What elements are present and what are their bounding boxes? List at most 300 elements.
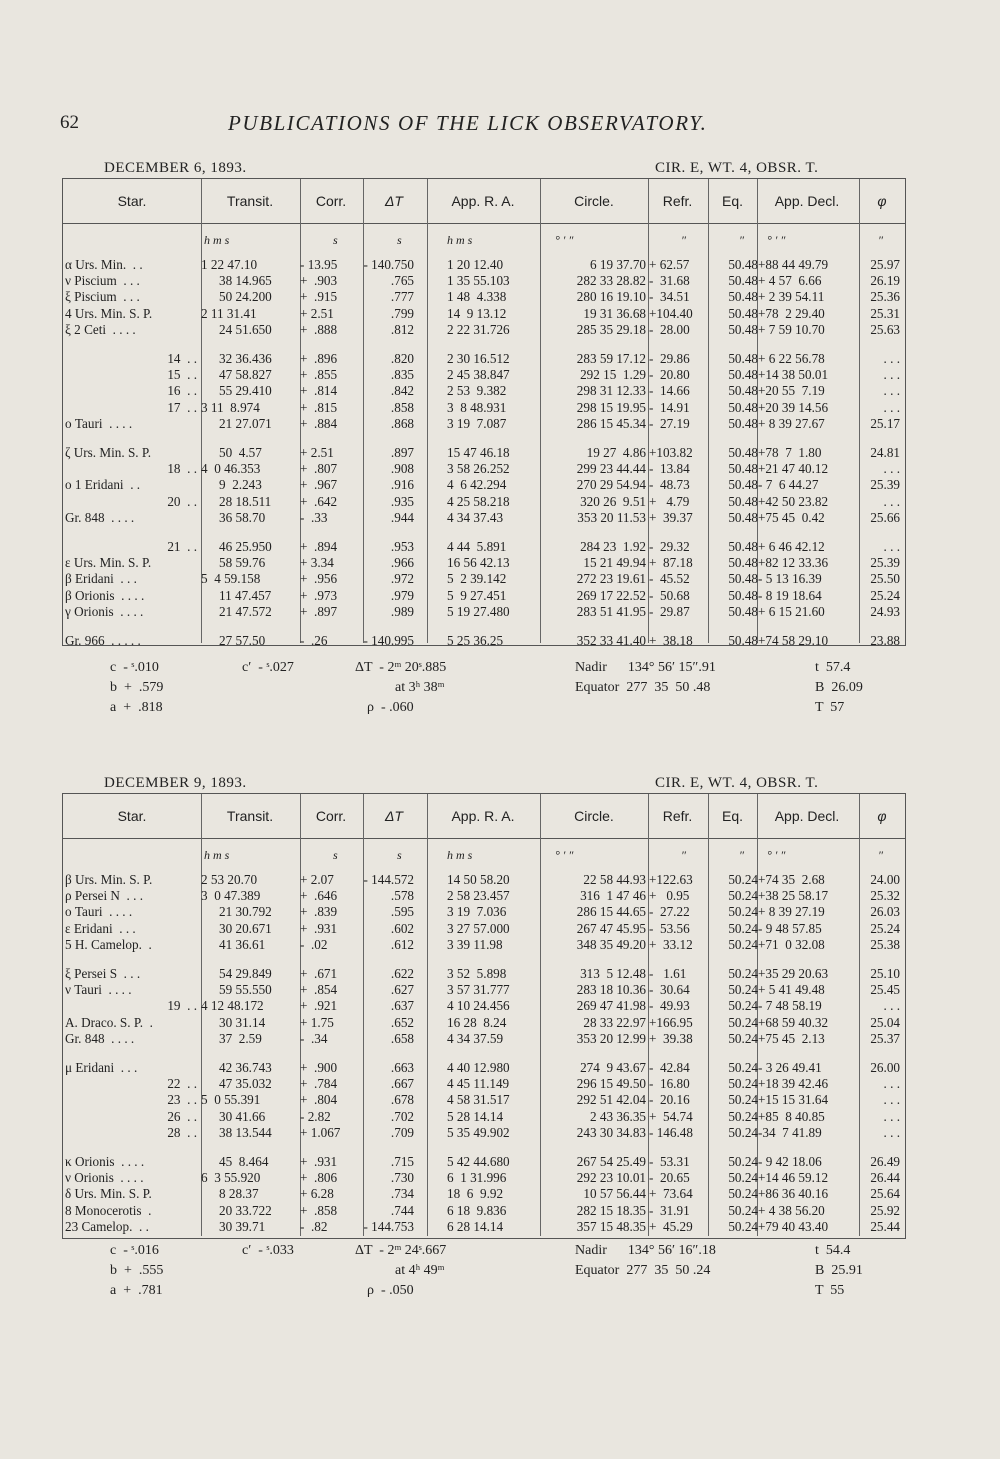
cell-dt: .799: [390, 305, 414, 321]
cell-ra: 4 45 11.149: [447, 1076, 510, 1092]
cell-eq: 50.48: [728, 399, 758, 415]
cell-refr: - 16.80: [649, 1076, 690, 1092]
cell-eq: 50.48: [728, 603, 758, 619]
unit-label-phi: ″: [878, 233, 883, 247]
cell-corr: + .973: [300, 587, 338, 603]
cell-phi: 25.31: [870, 305, 900, 321]
cell-transit: 28 18.511: [219, 493, 272, 509]
cell-corr: + .921: [300, 998, 338, 1014]
table-row: [63, 1076, 905, 1092]
column-header-phi: φ: [877, 193, 887, 209]
section-date: DECEMBER 9, 1893.: [104, 775, 247, 791]
note-col3: ΔT - 2ᵐ 24ˢ.667: [355, 1243, 447, 1258]
cell-eq: 50.48: [728, 289, 758, 305]
table-row: [63, 998, 905, 1014]
cell-star: 15 . .: [167, 367, 197, 383]
note-col5: T 57: [815, 700, 845, 715]
cell-star: ρ Persei N . . .: [65, 888, 144, 904]
cell-phi: 25.39: [870, 555, 900, 571]
cell-circle: 316 1 47 46: [580, 888, 646, 904]
cell-dt: .908: [390, 461, 414, 477]
cell-transit: 5 4 59.158: [201, 571, 261, 587]
cell-refr: + 54.74: [649, 1108, 693, 1124]
table-row: [63, 872, 905, 888]
cell-eq: 50.48: [728, 555, 758, 571]
unit-label-transit: h m s: [204, 233, 230, 247]
cell-decl: + 8 39 27.67: [758, 415, 825, 431]
observation-table: [62, 178, 906, 646]
cell-phi: 25.04: [870, 1014, 900, 1030]
cell-eq: 50.24: [728, 1014, 758, 1030]
cell-star: ο Tauri . . . .: [65, 415, 133, 431]
cell-transit: 2 11 31.41: [201, 305, 257, 321]
cell-phi: 26.00: [870, 1060, 900, 1075]
cell-circle: 267 47 45.95: [576, 920, 646, 936]
cell-circle: 269 17 22.52: [576, 587, 646, 603]
table-row: [63, 494, 905, 510]
note-col3: at 4ʰ 49ᵐ: [395, 1263, 445, 1278]
cell-ra: 2 30 16.512: [447, 351, 510, 366]
cell-eq: 50.48: [728, 321, 758, 337]
table-row: [63, 1060, 905, 1076]
cell-decl: +78 7 1.80: [758, 445, 822, 460]
cell-refr: - 29.86: [649, 351, 690, 366]
cell-refr: + 4.79: [649, 493, 690, 509]
cell-ra: 4 58 31.517: [447, 1092, 510, 1108]
cell-eq: 50.24: [728, 1092, 758, 1108]
cell-decl: +74 58 29.10: [758, 633, 829, 648]
table-row: [63, 1170, 905, 1186]
cell-eq: 50.48: [728, 587, 758, 603]
cell-phi: . . .: [883, 539, 900, 554]
column-header-decl: App. Decl.: [774, 193, 840, 209]
note-col5: B 26.09: [815, 680, 863, 695]
cell-phi: 25.37: [870, 1030, 900, 1046]
cell-decl: +35 29 20.63: [758, 966, 829, 981]
cell-refr: - 34.51: [649, 289, 690, 305]
cell-star: ε Urs. Min. S. P.: [65, 555, 152, 571]
cell-decl: + 6 22 56.78: [758, 351, 825, 366]
cell-ra: 6 1 31.996: [447, 1170, 507, 1186]
table-row: [63, 416, 905, 432]
cell-star: 5 H. Camelop. .: [65, 936, 152, 952]
note-col2: c′ - ˢ.033: [242, 1243, 294, 1258]
cell-phi: 25.36: [870, 289, 900, 305]
cell-eq: 50.48: [728, 477, 758, 493]
observation-table: [62, 793, 906, 1239]
cell-decl: - 9 48 57.85: [758, 920, 822, 936]
table-row: [63, 351, 905, 367]
table-row: [63, 921, 905, 937]
cell-corr: - .02: [300, 936, 328, 952]
note-col1: a + .781: [110, 1283, 163, 1298]
cell-decl: - 8 19 18.64: [758, 587, 822, 603]
unit-label-ra: h m s: [447, 233, 473, 247]
cell-eq: 50.48: [728, 509, 758, 525]
column-header-circle: Circle.: [574, 193, 614, 209]
note-col1: c - ˢ.016: [110, 1243, 159, 1258]
cell-refr: - 42.84: [649, 1060, 690, 1075]
cell-circle: 298 31 12.33: [576, 383, 646, 399]
table-row: [63, 1109, 905, 1125]
cell-phi: 25.64: [870, 1186, 900, 1202]
cell-dt: .858: [390, 399, 414, 415]
cell-ra: 4 40 12.980: [447, 1060, 510, 1075]
cell-decl: +79 40 43.40: [758, 1218, 829, 1234]
cell-circle: 353 20 11.53: [577, 509, 646, 525]
cell-circle: 270 29 54.94: [576, 477, 646, 493]
cell-transit: 47 35.032: [219, 1076, 272, 1092]
cell-transit: 30 41.66: [219, 1108, 266, 1124]
cell-dt: .602: [390, 920, 414, 936]
cell-phi: 25.44: [870, 1218, 900, 1234]
table-header: [63, 794, 905, 839]
cell-phi: . . .: [883, 1124, 900, 1140]
cell-dt: .627: [390, 982, 414, 998]
cell-phi: 26.03: [870, 904, 900, 920]
cell-phi: 25.17: [870, 415, 900, 431]
cell-decl: + 2 39 54.11: [758, 289, 825, 305]
cell-eq: 50.24: [728, 1030, 758, 1046]
table-row: [63, 1125, 905, 1141]
note-col3: ΔT - 2ᵐ 20ˢ.885: [355, 660, 447, 675]
cell-star: 28 . .: [167, 1124, 197, 1140]
cell-decl: +75 45 0.42: [758, 509, 825, 525]
note-col3: at 3ʰ 38ᵐ: [395, 680, 445, 695]
cell-decl: - 5 13 16.39: [758, 571, 822, 587]
cell-ra: 5 9 27.451: [447, 587, 507, 603]
cell-refr: + 38.18: [649, 633, 693, 648]
table-row: [63, 257, 905, 273]
cell-corr: + .854: [300, 982, 338, 998]
cell-dt: .765: [390, 273, 414, 289]
cell-circle: 6 19 37.70: [589, 257, 646, 272]
cell-decl: + 7 59 10.70: [758, 321, 825, 337]
note-col5: B 25.91: [815, 1263, 863, 1278]
cell-transit: 1 22 47.10: [201, 257, 258, 272]
cell-eq: 50.24: [728, 1060, 758, 1075]
cell-circle: 320 26 9.51: [580, 493, 646, 509]
table-row: [63, 1154, 905, 1170]
cell-eq: 50.48: [728, 383, 758, 399]
cell-dt: .835: [390, 367, 414, 383]
cell-circle: 298 15 19.95: [576, 399, 646, 415]
cell-corr: + .900: [300, 1060, 338, 1075]
cell-circle: 22 58 44.93: [583, 872, 646, 887]
cell-corr: + .839: [300, 904, 338, 920]
table-row: [63, 982, 905, 998]
cell-decl: +68 59 40.32: [758, 1014, 829, 1030]
cell-ra: 4 25 58.218: [447, 493, 510, 509]
cell-eq: 50.24: [728, 904, 758, 920]
cell-corr: + .967: [300, 477, 338, 493]
cell-ra: 2 53 9.382: [447, 383, 507, 399]
cell-circle: 280 16 19.10: [576, 289, 646, 305]
cell-refr: + 73.64: [649, 1186, 693, 1202]
unit-label-transit: h m s: [204, 848, 230, 862]
cell-refr: - 20.80: [649, 367, 690, 383]
cell-circle: 28 33 22.97: [583, 1014, 646, 1030]
unit-label-decl: ° ′ ″: [767, 233, 786, 247]
cell-corr: + .804: [300, 1092, 338, 1108]
cell-eq: 50.24: [728, 966, 758, 981]
cell-circle: 283 51 41.95: [576, 603, 646, 619]
table-row: [63, 937, 905, 953]
cell-dt: .734: [390, 1186, 414, 1202]
cell-corr: - 13.95: [300, 257, 338, 272]
cell-dt: .595: [390, 904, 414, 920]
cell-circle: 283 59 17.12: [576, 351, 646, 366]
cell-decl: +85 8 40.85: [758, 1108, 825, 1124]
cell-star: 14 . .: [167, 351, 197, 366]
unit-label-circle: ° ′ ″: [555, 848, 574, 862]
cell-phi: 25.24: [870, 920, 900, 936]
cell-decl: - 3 26 49.41: [758, 1060, 822, 1075]
cell-refr: - 28.00: [649, 321, 690, 337]
cell-phi: . . .: [883, 1108, 900, 1124]
cell-corr: + .646: [300, 888, 338, 904]
column-header-eq: Eq.: [721, 193, 743, 209]
cell-star: ε Eridani . . .: [65, 920, 136, 936]
table-row: [63, 306, 905, 322]
cell-star: 17 . .: [167, 399, 197, 415]
cell-transit: 21 30.792: [219, 904, 272, 920]
cell-refr: + 39.38: [649, 1030, 693, 1046]
unit-label-decl: ° ′ ″: [767, 848, 786, 862]
cell-star: Gr. 848 . . . .: [65, 1030, 135, 1046]
cell-circle: 285 35 29.18: [576, 321, 646, 337]
unit-label-eq: ″: [739, 233, 744, 247]
cell-dt: - 144.572: [363, 872, 414, 887]
cell-refr: +103.82: [649, 445, 693, 460]
cell-circle: 274 9 43.67: [580, 1060, 646, 1075]
cell-eq: 50.24: [728, 1076, 758, 1092]
unit-label-eq: ″: [739, 848, 744, 862]
cell-refr: - 49.93: [649, 998, 690, 1014]
cell-star: 18 . .: [167, 461, 197, 477]
cell-star: δ Urs. Min. S. P.: [65, 1186, 152, 1202]
cell-star: β Orionis . . . .: [65, 587, 145, 603]
table-row: [63, 588, 905, 604]
cell-star: ξ Piscium . . .: [65, 289, 140, 305]
cell-eq: 50.48: [728, 493, 758, 509]
cell-decl: + 5 41 49.48: [758, 982, 825, 998]
cell-corr: + .894: [300, 539, 338, 554]
table-row: [63, 633, 905, 649]
cell-phi: 24.81: [870, 445, 900, 460]
cell-phi: 23.88: [870, 633, 900, 648]
cell-circle: 299 23 44.44: [576, 461, 646, 477]
note-col4: Nadir 134° 56′ 15″.91: [575, 660, 716, 675]
cell-circle: 286 15 45.34: [576, 415, 646, 431]
table-row: [63, 571, 905, 587]
cell-corr: + .956: [300, 571, 338, 587]
cell-star: 22 . .: [167, 1076, 197, 1092]
table-row: [63, 966, 905, 982]
cell-refr: - 31.91: [649, 1202, 690, 1218]
note-col5: T 55: [815, 1283, 845, 1298]
column-header-ra: App. R. A.: [451, 193, 515, 209]
cell-corr: + 2.51: [300, 305, 334, 321]
cell-dt: .663: [390, 1060, 414, 1075]
cell-ra: 2 45 38.847: [447, 367, 510, 383]
cell-decl: + 4 57 6.66: [758, 273, 822, 289]
cell-phi: . . .: [883, 493, 900, 509]
cell-transit: 8 28.37: [219, 1186, 259, 1202]
cell-star: 23 . .: [167, 1092, 197, 1108]
cell-dt: .637: [390, 998, 414, 1014]
cell-dt: - 140.995: [363, 633, 414, 648]
cell-refr: - 13.84: [649, 461, 690, 477]
cell-dt: .702: [390, 1108, 414, 1124]
cell-ra: 4 10 24.456: [447, 998, 510, 1014]
cell-transit: 24 51.650: [219, 321, 272, 337]
cell-circle: 352 33 41.40: [576, 633, 646, 648]
cell-refr: - 53.56: [649, 920, 690, 936]
cell-ra: 3 8 48.931: [447, 399, 507, 415]
cell-circle: 19 27 4.86: [586, 445, 646, 460]
cell-transit: 5 0 55.391: [201, 1092, 261, 1108]
table-row: [63, 904, 905, 920]
cell-eq: 50.48: [728, 367, 758, 383]
cell-ra: 14 50 58.20: [447, 872, 510, 887]
cell-corr: + .806: [300, 1170, 338, 1186]
cell-transit: 38 13.544: [219, 1124, 272, 1140]
table-row: [63, 888, 905, 904]
cell-transit: 36 58.70: [219, 509, 266, 525]
column-header-ra: App. R. A.: [451, 808, 515, 824]
note-col4: Equator 277 35 50 .24: [575, 1263, 711, 1278]
table-row: [63, 367, 905, 383]
cell-transit: 37 2.59: [219, 1030, 262, 1046]
cell-eq: 50.24: [728, 982, 758, 998]
table-row: [63, 400, 905, 416]
cell-ra: 1 35 55.103: [447, 273, 510, 289]
cell-transit: 30 39.71: [219, 1218, 266, 1234]
cell-decl: +15 15 31.64: [758, 1092, 829, 1108]
unit-label-dt: s: [397, 233, 402, 247]
cell-corr: + 1.75: [300, 1014, 334, 1030]
cell-circle: 292 15 1.29: [580, 367, 646, 383]
cell-circle: 272 23 19.61: [576, 571, 646, 587]
cell-ra: 2 58 23.457: [447, 888, 510, 904]
unit-label-refr: ″: [681, 848, 686, 862]
cell-decl: + 4 38 56.20: [758, 1202, 825, 1218]
cell-corr: + 2.51: [300, 445, 334, 460]
note-col2: c′ - ˢ.027: [242, 660, 294, 675]
cell-corr: - .33: [300, 509, 328, 525]
cell-corr: - .26: [300, 633, 328, 648]
column-header-decl: App. Decl.: [774, 808, 840, 824]
cell-eq: 50.24: [728, 1154, 758, 1169]
cell-dt: .935: [390, 493, 414, 509]
cell-transit: 21 27.071: [219, 415, 272, 431]
cell-eq: 50.24: [728, 1186, 758, 1202]
cell-decl: +18 39 42.46: [758, 1076, 829, 1092]
cell-eq: 50.48: [728, 445, 758, 460]
table-row: [63, 1219, 905, 1235]
cell-star: 26 . .: [167, 1108, 197, 1124]
cell-phi: . . .: [883, 351, 900, 366]
column-header-corr: Corr.: [315, 193, 347, 209]
table-row: [63, 1203, 905, 1219]
cell-decl: +78 2 29.40: [758, 305, 825, 321]
cell-phi: . . .: [883, 367, 900, 383]
cell-transit: 21 47.572: [219, 603, 272, 619]
cell-star: 19 . .: [167, 998, 197, 1014]
cell-phi: . . .: [883, 461, 900, 477]
unit-label-refr: ″: [681, 233, 686, 247]
cell-ra: 16 28 8.24: [447, 1014, 507, 1030]
cell-eq: 50.48: [728, 257, 758, 272]
cell-phi: 26.19: [870, 273, 900, 289]
table-row: [63, 510, 905, 526]
table-row: [63, 1015, 905, 1031]
cell-ra: 3 57 31.777: [447, 982, 510, 998]
note-col3: ρ - .060: [367, 700, 414, 715]
cell-star: 20 . .: [167, 493, 197, 509]
cell-circle: 267 54 25.49: [576, 1154, 646, 1169]
cell-dt: .953: [390, 539, 414, 554]
cell-ra: 1 20 12.40: [447, 257, 504, 272]
cell-decl: + 8 39 27.19: [758, 904, 825, 920]
cell-dt: .678: [390, 1092, 414, 1108]
cell-corr: + .858: [300, 1202, 338, 1218]
cell-phi: 26.44: [870, 1170, 900, 1186]
cell-phi: . . .: [883, 1076, 900, 1092]
cell-ra: 14 9 13.12: [447, 305, 507, 321]
table-row: [63, 555, 905, 571]
cell-transit: 45 8.464: [219, 1154, 269, 1169]
cell-transit: 9 2.243: [219, 477, 262, 493]
cell-circle: 282 15 18.35: [576, 1202, 646, 1218]
cell-dt: - 144.753: [363, 1218, 414, 1234]
cell-dt: .916: [390, 477, 414, 493]
cell-star: ζ Urs. Min. S. P.: [65, 445, 152, 460]
column-header-refr: Refr.: [662, 808, 693, 824]
cell-star: 23 Camelop. . .: [65, 1218, 149, 1234]
cell-eq: 50.48: [728, 415, 758, 431]
cell-phi: 25.39: [870, 477, 900, 493]
cell-eq: 50.48: [728, 305, 758, 321]
cell-eq: 50.24: [728, 920, 758, 936]
cell-transit: 4 0 46.353: [201, 461, 261, 477]
cell-phi: . . .: [883, 998, 900, 1014]
cell-corr: + .888: [300, 321, 338, 337]
cell-circle: 269 47 41.98: [576, 998, 646, 1014]
cell-refr: - 30.64: [649, 982, 690, 998]
cell-refr: - 29.32: [649, 539, 690, 554]
cell-transit: 2 53 20.70: [201, 872, 258, 887]
cell-corr: + .855: [300, 367, 338, 383]
cell-circle: 357 15 48.35: [576, 1218, 646, 1234]
note-col3: ρ - .050: [367, 1283, 414, 1298]
cell-refr: - 27.19: [649, 415, 690, 431]
cell-refr: + 0.95: [649, 888, 690, 904]
cell-refr: - 29.87: [649, 603, 690, 619]
cell-circle: 15 21 49.94: [583, 555, 646, 571]
column-header-dt: ΔT: [385, 193, 403, 209]
cell-ra: 2 22 31.726: [447, 321, 510, 337]
cell-circle: 284 23 1.92: [580, 539, 646, 554]
cell-dt: .652: [390, 1014, 414, 1030]
cell-refr: - 50.68: [649, 587, 690, 603]
cell-eq: 50.24: [728, 1108, 758, 1124]
table-header: [63, 179, 905, 224]
cell-phi: 25.38: [870, 936, 900, 952]
cell-dt: .820: [390, 351, 414, 366]
cell-ra: 5 35 49.902: [447, 1124, 510, 1140]
